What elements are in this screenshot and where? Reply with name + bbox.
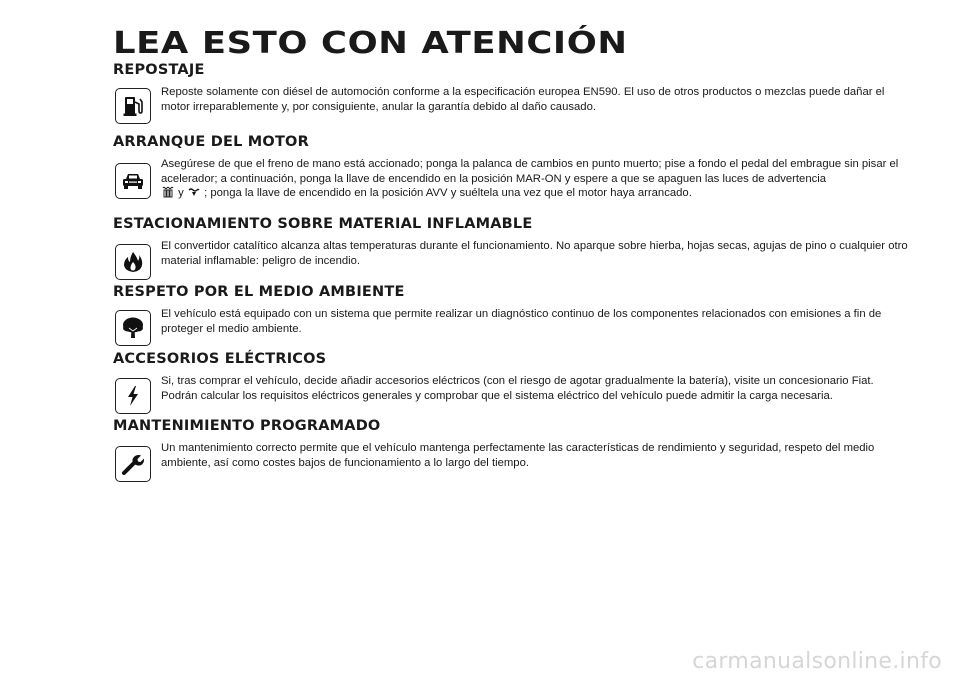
section-accesorios: [113, 351, 913, 402]
page-title: LEA ESTO CON ATENCIÓN: [113, 26, 628, 61]
section-text: Si, tras comprar el vehículo, decide añadir accesorios eléctricos (con el riesgo de agotar gradualmente la batería), visite un concesionario Fiat. Podrán calcular los requisitos eléctricos generales y comprobar que el sistema eléctrico del vehículo puede admitir la carga necesaria.: [161, 375, 874, 402]
section-estacionamiento: [113, 216, 913, 267]
water-in-fuel-icon: [187, 186, 201, 203]
section-text-part1: Asegúrese de que el freno de mano está accionado; ponga la palanca de cambios en punto muerto; pise a fondo el pedal del embrague sin pisar el acelerador; a continuación, ponga la llave de encendido en la posición MAR-ON y espere a que se apaguen las luces de advertencia: [161, 158, 899, 185]
section-text-part2: ; ponga la llave de encendido en la posición AVV y suéltela una vez que el motor haya arrancado.: [204, 187, 692, 200]
flame-icon: [115, 244, 151, 280]
section-text: Reposte solamente con diésel de automoción conforme a la especificación europea EN590. El uso de otros productos o mezclas puede dañar el motor irreparablemente y, por consiguiente, anular la garantía debido al daño causado.: [161, 86, 885, 113]
lightning-icon: [115, 378, 151, 414]
section-heading: REPOSTAJE: [113, 62, 205, 78]
glow-plug-warning-icon: [161, 186, 175, 203]
section-heading: ESTACIONAMIENTO SOBRE MATERIAL INFLAMABLE: [113, 216, 533, 232]
section-arranque: [113, 134, 913, 200]
section-text: El convertidor catalítico alcanza altas temperaturas durante el funcionamiento. No aparque sobre hierba, hojas secas, agujas de pino o cualquier otro material inflamable: peligro de incendio.: [161, 240, 908, 267]
section-text: Un mantenimiento correcto permite que el vehículo mantenga perfectamente las características de rendimiento y seguridad, respeto del medio ambiente, así como costes bajos de funcionamiento a lo largo del tiempo.: [161, 442, 875, 469]
wrench-icon: [115, 446, 151, 482]
tree-icon: [115, 310, 151, 346]
section-medio-ambiente: [113, 284, 913, 335]
section-heading: MANTENIMIENTO PROGRAMADO: [113, 418, 381, 434]
section-repostaje: [113, 62, 913, 113]
section-text: [161, 157, 913, 203]
section-text: El vehículo está equipado con un sistema que permite realizar un diagnóstico continuo de los componentes relacionados con emisiones a fin de proteger el medio ambiente.: [161, 308, 882, 335]
section-heading: ARRANQUE DEL MOTOR: [113, 134, 309, 150]
section-mantenimiento: [113, 418, 913, 469]
car-icon: [115, 163, 151, 199]
section-text-and: y: [178, 187, 184, 200]
fuel-pump-icon: [115, 88, 151, 124]
section-heading: RESPETO POR EL MEDIO AMBIENTE: [113, 284, 405, 300]
watermark: carmanualsonline.info: [692, 649, 942, 674]
section-heading: ACCESORIOS ELÉCTRICOS: [113, 351, 327, 367]
